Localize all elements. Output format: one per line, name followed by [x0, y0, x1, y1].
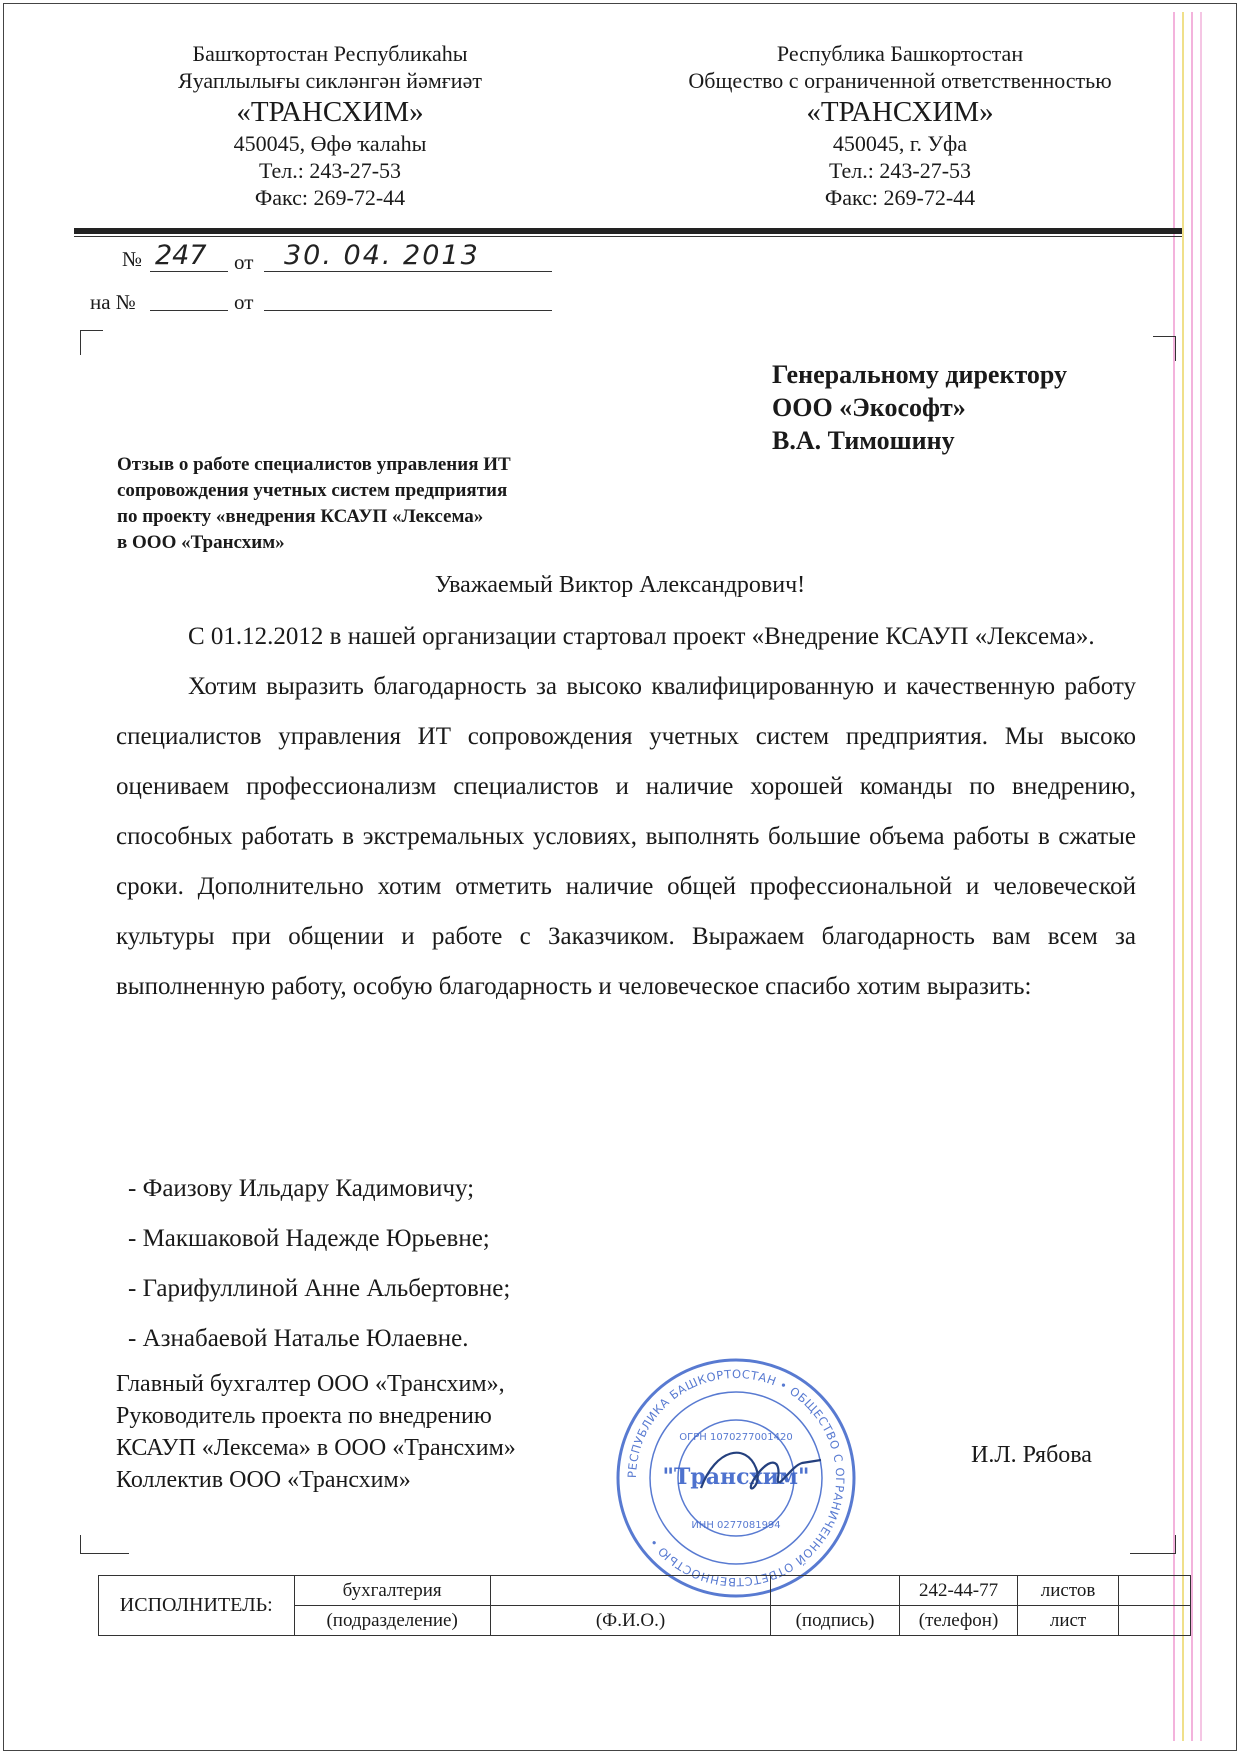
addressee-line: В.А. Тимошину — [772, 426, 955, 455]
margin-line-pink-1 — [1173, 12, 1175, 1741]
signature-line: Главный бухгалтер ООО «Трансхим», — [116, 1371, 505, 1397]
stamp-ogrn: ОГРН 1070277001420 — [679, 1432, 793, 1443]
letterhead-russian — [640, 40, 1160, 211]
sheets-label: листов — [1018, 1576, 1118, 1606]
reg-number-value: 247 — [155, 240, 207, 271]
sheets-count — [1118, 1576, 1190, 1606]
signature-caption: (подпись) — [771, 1606, 899, 1636]
letterhead-rule — [74, 228, 1182, 234]
list-item: - Макшаковой Надежде Юрьевне; — [128, 1225, 490, 1252]
signature-block — [116, 1368, 516, 1496]
reg-date-underline — [264, 271, 552, 272]
letterhead-phone: Тел.: 243-27-53 — [258, 158, 402, 183]
stamp-center-text: "Трансхим" — [662, 1464, 810, 1490]
letterhead-address: 450045, г. Уфа — [832, 131, 968, 156]
salutation: Уважаемый Виктор Александрович! — [434, 572, 806, 598]
reg-date-value: 30. 04. 2013 — [284, 240, 480, 271]
phone-value: 242-44-77 — [899, 1576, 1018, 1606]
letter-body — [116, 612, 1136, 1012]
reply-number-underline — [150, 310, 228, 311]
reg-number-label: № — [122, 247, 143, 271]
addressee-block — [772, 358, 1067, 457]
letterhead-line2: Общество с ограниченной ответственностью — [688, 68, 1112, 93]
corner-bracket-top-left — [80, 330, 103, 355]
stamp-inn: ИНН 0277081994 — [691, 1520, 781, 1531]
subject-line: по проекту «внедрения КСАУП «Лексема» — [117, 506, 484, 527]
executor-label: ИСПОЛНИТЕЛЬ: — [99, 1576, 295, 1636]
executor-table — [98, 1575, 1191, 1636]
subject-line: сопровождения учетных систем предприятия — [117, 480, 508, 501]
company-stamp — [606, 1348, 866, 1608]
subject-line: Отзыв о работе специалистов управления ИТ — [117, 454, 511, 475]
letterhead-fax: Факс: 269-72-44 — [254, 185, 406, 210]
letterhead-org: «ТРАНСХИМ» — [236, 96, 424, 128]
signature-value — [771, 1576, 899, 1606]
phone-caption: (телефон) — [899, 1606, 1018, 1636]
addressee-line: Генеральному директору — [772, 360, 1068, 389]
paragraph-gratitude: Хотим выразить благодарность за высоко квалифицированную и качественную работу специалистов управления ИТ сопровождения учетных систем предприятия. Мы высоко оцениваем профессионализм специалистов и наличие хорошей команды по внедрению, способных работать в экстремальных условиях, выполнять большие объема работы в сжатые сроки. Дополнительно хотим отметить наличие общей профессиональной и человеческой культуры при общении и работе с Заказчиком. Выражаем благодарность вам всем за выполненную работу, особую благодарность и человеческое спасибо хотим выразить: — [116, 673, 1136, 1000]
margin-line-pink-2 — [1191, 12, 1193, 1741]
list-item: - Фаизову Ильдару Кадимовичу; — [128, 1175, 475, 1202]
reg-number-underline — [150, 271, 228, 272]
signature-line: Руководитель проекта по внедрению — [116, 1403, 492, 1429]
letterhead-line1: Республика Башкортостан — [776, 41, 1024, 66]
letterhead-line1: Башҡортостан Республикаһы — [192, 41, 468, 66]
list-item: - Азнабаевой Наталье Юлаевне. — [128, 1325, 469, 1352]
paragraph-intro: С 01.12.2012 в нашей организации стартовал проект «Внедрение КСАУП «Лексема». — [188, 623, 1095, 650]
signature-line: КСАУП «Лексема» в ООО «Трансхим» — [116, 1435, 516, 1461]
sheet-label: лист — [1018, 1606, 1118, 1636]
reg-date-label: от — [234, 250, 254, 274]
corner-bracket-bottom-right — [1130, 1535, 1176, 1554]
letterhead-phone: Тел.: 243-27-53 — [828, 158, 972, 183]
name-caption: (Ф.И.О.) — [490, 1606, 771, 1636]
department-value: бухгалтерия — [294, 1576, 490, 1606]
name-value — [490, 1576, 771, 1606]
reply-number-label: на № — [90, 290, 136, 314]
letterhead-line2: Яуаплылығы сикләнгән йәмғиәт — [178, 68, 482, 93]
reply-date-label: от — [234, 290, 254, 314]
margin-line-yellow — [1182, 12, 1184, 1741]
list-item: - Гарифуллиной Анне Альбертовне; — [128, 1275, 511, 1302]
signature-line: Коллектив ООО «Трансхим» — [116, 1467, 411, 1493]
letterhead-fax: Факс: 269-72-44 — [824, 185, 976, 210]
letterhead-org: «ТРАНСХИМ» — [806, 96, 994, 128]
employee-list — [128, 1164, 510, 1364]
subject-block — [117, 452, 657, 556]
reply-date-underline — [264, 310, 552, 311]
addressee-line: ООО «Экософт» — [772, 393, 966, 422]
corner-bracket-top-right — [1153, 336, 1176, 361]
margin-line-pink-3 — [1200, 12, 1202, 1741]
letterhead-address: 450045, Өфө ҡалаһы — [233, 131, 427, 156]
letterhead-bashkir — [135, 40, 525, 211]
corner-bracket-bottom-left — [80, 1535, 129, 1554]
department-caption: (подразделение) — [294, 1606, 490, 1636]
stamp-ring-text: РЕСПУБЛИКА БАШКОРТОСТАН • ОБЩЕСТВО С ОГРАНИЧЕННОЙ ОТВЕТСТВЕННОСТЬЮ • — [624, 1366, 848, 1590]
letterhead-rule-thin — [74, 236, 1182, 237]
signer-name: И.Л. Рябова — [971, 1442, 1092, 1468]
sheet-number — [1118, 1606, 1190, 1636]
subject-line: в ООО «Трансхим» — [117, 532, 285, 553]
